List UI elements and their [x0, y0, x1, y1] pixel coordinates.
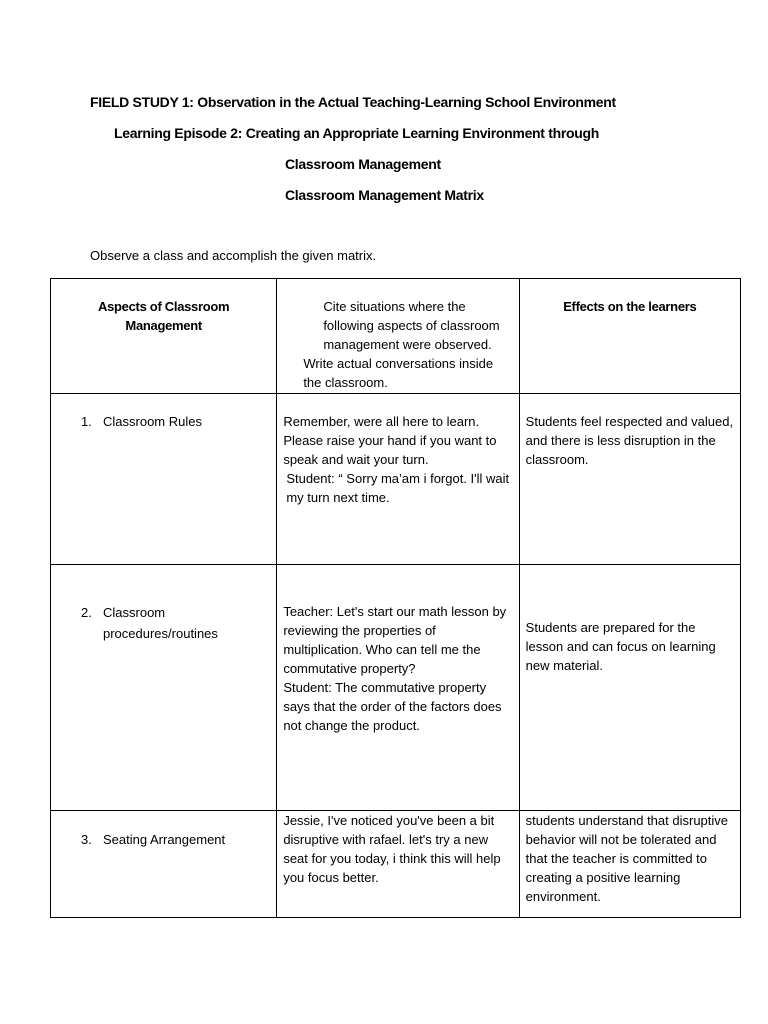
aspect-label: Classroom procedures/routines — [103, 605, 218, 641]
effect-text: students understand that disruptive behavior will not be tolerated and that the teacher is committed to creating a positive learning environment. — [525, 813, 729, 904]
aspect-label: Seating Arrangement — [103, 832, 226, 847]
row-number: 1. — [81, 414, 92, 429]
aspect-cell — [51, 565, 277, 811]
column-header-aspects: Aspects of Classroom Management — [98, 299, 230, 333]
column-header-situations: Cite situations where the following aspects of classroom management were observed. — [323, 299, 500, 352]
aspect-cell — [51, 394, 277, 565]
student-response-text: Student: The commutative property says that the order of the factors does not change the product. — [283, 680, 502, 733]
effect-text: Students feel respected and valued, and there is less disruption in the classroom. — [525, 414, 734, 467]
column-header-effects: Effects on the learners — [563, 299, 697, 314]
row-number: 2. — [81, 605, 92, 620]
header-cell-effects — [519, 279, 740, 394]
instruction-text: Observe a class and accomplish the given matrix. — [90, 248, 377, 263]
effect-cell — [519, 394, 740, 565]
header-cell-aspects — [51, 279, 277, 394]
table-row — [51, 394, 741, 565]
situation-cell — [277, 811, 519, 918]
table-row — [51, 565, 741, 811]
effect-cell — [519, 811, 740, 918]
effect-text: Students are prepared for the lesson and can focus on learning new material. — [525, 620, 716, 673]
situation-cell — [277, 394, 519, 565]
aspect-label: Classroom Rules — [103, 414, 202, 429]
document-title: FIELD STUDY 1: Observation in the Actual Teaching-Learning School Environment — [90, 94, 616, 110]
matrix-title: Classroom Management Matrix — [285, 187, 484, 203]
situation-cell — [277, 565, 519, 811]
teacher-dialogue-text: Teacher: Let's start our math lesson by reviewing the properties of multiplication. Who can tell me the commutative property? — [283, 604, 507, 676]
situation-text: Jessie, I've noticed you've been a bit disruptive with rafael. let's try a new seat for you today, i think this will help you focus better. — [283, 813, 501, 885]
row-number: 3. — [81, 832, 92, 847]
classroom-management-matrix — [50, 278, 741, 918]
table-row — [51, 811, 741, 918]
table-header-row — [51, 279, 741, 394]
episode-title: Learning Episode 2: Creating an Appropriate Learning Environment through — [114, 125, 600, 141]
situation-text: Remember, were all here to learn. Please raise your hand if you want to speak and wait your turn. — [283, 414, 497, 467]
episode-subtitle: Classroom Management — [285, 156, 441, 172]
header-cell-situations — [277, 279, 519, 394]
student-response-text: Student: “ Sorry ma’am i forgot. I'll wait my turn next time. — [286, 471, 510, 505]
effect-cell — [519, 565, 740, 811]
aspect-cell — [51, 811, 277, 918]
column-header-conversations: Write actual conversations inside the classroom. — [303, 356, 494, 390]
